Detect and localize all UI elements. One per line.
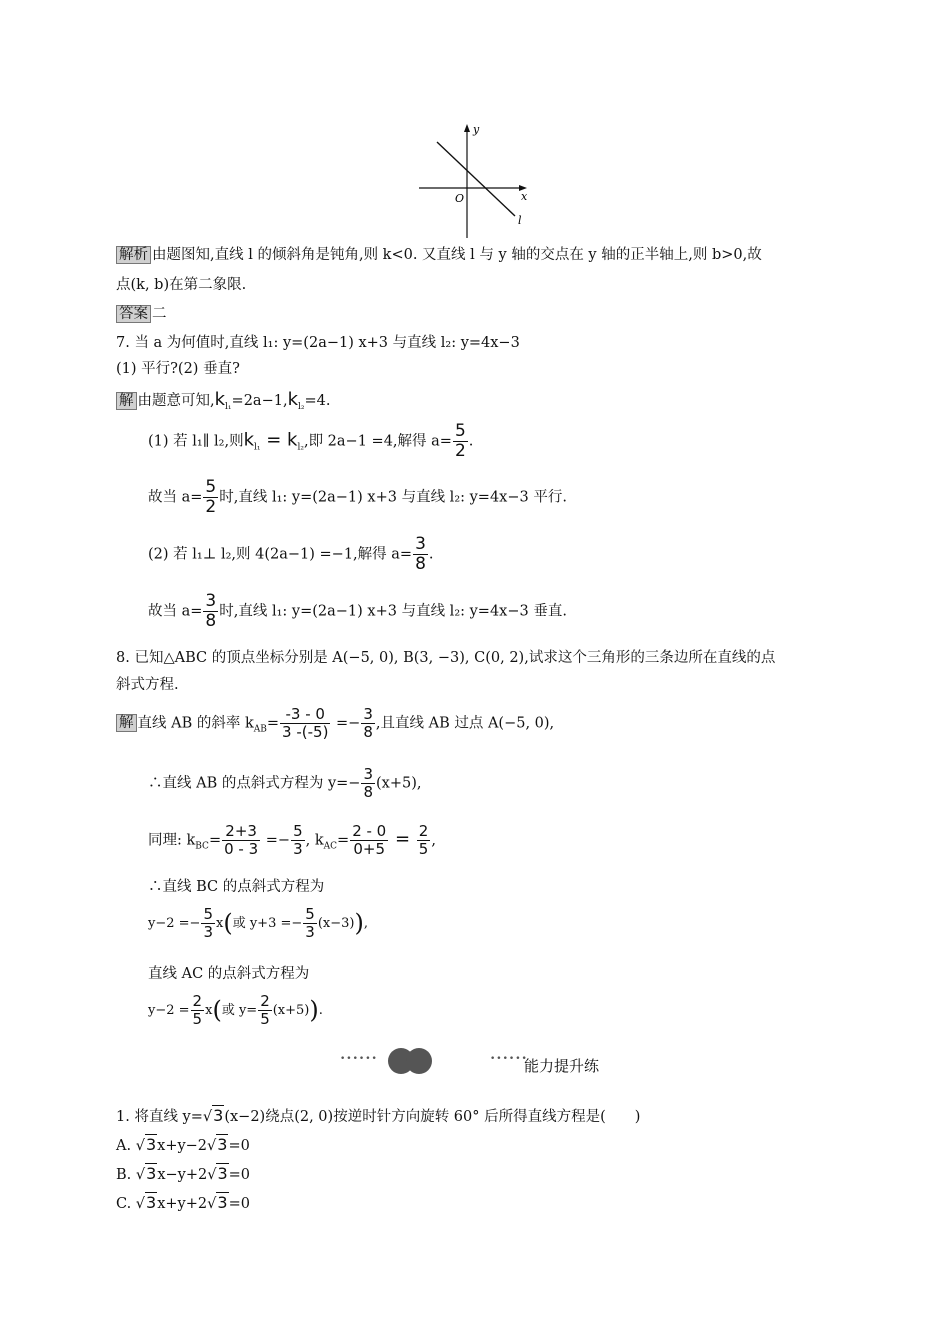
equals: = [389, 828, 416, 850]
q8-ab-text: 直线 AB 的斜率 k [137, 715, 254, 732]
answer-text: 二 [152, 306, 167, 322]
q7-c2-text-b: 时,直线 l₁: y=(2a−1) x+3 与直线 l₂: y=4x−3 垂直. [219, 603, 567, 620]
q7-conclusion-2 [148, 592, 567, 631]
close-paren: ) [309, 995, 319, 1024]
q8-bc-text: y−2 =− [148, 915, 201, 931]
section-dots-left: •••••• [340, 1054, 378, 1064]
section-title: 能力提升练 [524, 1057, 600, 1075]
x-axis-label: x [521, 190, 528, 203]
q8-bc-or: 或 y+3 =− [232, 915, 303, 931]
q7-p2-text: (2) 若 l₁⊥ l₂,则 4(2a−1) =−1,解得 a= [148, 546, 413, 563]
fraction: $\frac{3}{8}$ [205, 591, 217, 631]
line-label: l [518, 214, 522, 227]
q7-conclusion-1 [148, 478, 567, 517]
analysis-line-1 [116, 247, 762, 264]
k-sub-4: l₂ [297, 442, 304, 453]
line-figure [415, 120, 535, 240]
q8-sol-tag: 解 [116, 714, 137, 732]
q7-c1-text-b: 时,直线 l₁: y=(2a−1) x+3 与直线 l₂: y=4x−3 平行. [219, 489, 567, 506]
period: . [428, 546, 434, 563]
option-text-b: =0 [228, 1167, 251, 1183]
sqrt: √3 [202, 1106, 224, 1125]
q8-ac-heading: 直线 AC 的点斜式方程为 [148, 966, 310, 982]
k-sub-3: l₁ [254, 442, 261, 453]
fraction: $\frac{2+3}{0 - 3}$ [224, 822, 259, 858]
q7-stem: 7. 当 a 为何值时,直线 l₁: y=(2a−1) x+3 与直线 l₂: y=4x−3 [116, 335, 520, 351]
equals: = [208, 832, 222, 849]
option-text: x−y+2 [157, 1167, 208, 1183]
fraction: $\frac{5}{3}$ [305, 905, 315, 941]
fraction: $\frac{3}{8}$ [415, 534, 426, 574]
analysis-text-1: 由题图知,直线 l 的倾斜角是钝角,则 k<0. 又直线 l 与 y 轴的交点在 y 轴的正半轴上,则 b>0,故 [152, 247, 762, 263]
p1-option-a [116, 1135, 250, 1155]
k-sub: BC [195, 841, 209, 852]
k-symbol: k [214, 389, 226, 410]
option-text: x+y−2 [157, 1138, 208, 1154]
option-label: A. [116, 1138, 136, 1154]
k-symbol-4: = k [260, 429, 298, 451]
q8-ab-eq-text-b: (x+5), [376, 775, 422, 792]
q7-c1-text: 故当 a= [148, 489, 203, 506]
sqrt: √3 [207, 1135, 228, 1154]
line-l [437, 142, 515, 216]
x-var: x [205, 1002, 213, 1018]
q8-bc-equation [148, 906, 368, 941]
sqrt: √3 [135, 1193, 157, 1212]
sqrt: √3 [207, 1193, 228, 1212]
q7-sol-text: 由题意可知, [137, 393, 215, 409]
fraction: $\frac{5}{2}$ [454, 421, 466, 461]
q8-ac-factor: (x+5) [272, 1002, 310, 1018]
comma: , [431, 832, 436, 849]
q7-p1-text-b: ,即 2a−1 =4,解得 a= [303, 433, 452, 450]
q8-stem-1: 8. 已知△ABC 的顶点坐标分别是 A(−5, 0), B(3, −3), C(0, 2),试求这个三角形的三条边所在直线的点 [116, 650, 776, 666]
option-label: C. [116, 1196, 136, 1212]
comma-k: , k [305, 832, 324, 849]
q7-sol-text-c: =4. [304, 393, 331, 409]
y-axis-label: y [473, 123, 480, 136]
fraction: $\frac{2}{5}$ [418, 822, 429, 858]
p1-stem [116, 1106, 640, 1126]
q8-ab-equation [148, 766, 421, 801]
p1-stem-text-b: (x−2)绕点(2, 0)按逆时针方向旋转 60° 后所得直线方程是( ) [224, 1109, 641, 1125]
x-var: x [215, 915, 224, 931]
option-label: B. [116, 1167, 136, 1183]
fraction: $\frac{2}{5}$ [260, 992, 270, 1028]
sqrt: √3 [207, 1164, 228, 1183]
origin-label: O [455, 192, 465, 205]
open-paren: ( [212, 995, 222, 1024]
q7-sub: (1) 平行?(2) 垂直? [116, 361, 240, 377]
analysis-line-2: 点(k, b)在第二象限. [116, 277, 247, 293]
fraction: $\frac{5}{3}$ [203, 905, 213, 941]
q8-bc-heading: ∴直线 BC 的点斜式方程为 [148, 879, 325, 895]
k-sub: l₁ [225, 401, 232, 412]
q8-similar-slopes [148, 823, 436, 858]
q8-stem-2: 斜式方程. [116, 677, 179, 693]
k-sub-2: l₂ [298, 401, 305, 412]
q8-ac-text: y−2 = [148, 1002, 190, 1018]
q8-ab-eq-text: ∴直线 AB 的点斜式方程为 y=− [148, 775, 361, 792]
q7-sol-text-b: =2a−1, [231, 393, 288, 409]
q8-bc-factor: (x−3) [317, 915, 355, 931]
sqrt: √3 [135, 1164, 157, 1183]
equals-minus: =− [261, 832, 291, 849]
option-text-b: =0 [228, 1196, 250, 1212]
q7-c2-text: 故当 a= [148, 603, 203, 620]
section-emblem-icon [382, 1044, 438, 1078]
equals: = [337, 832, 350, 849]
k-sub: AC [323, 841, 338, 852]
sqrt: √3 [135, 1135, 157, 1154]
fraction: $\frac{-3 - 0}{3 -(-5)}$ [282, 705, 329, 741]
fraction: $\frac{5}{3}$ [293, 822, 303, 858]
answer-line [116, 306, 167, 323]
open-paren: ( [223, 908, 233, 937]
q7-part2 [148, 535, 434, 574]
period: . [468, 433, 474, 450]
equals: = [266, 715, 280, 732]
k-symbol-2: k [287, 389, 298, 410]
option-text: x+y+2 [157, 1196, 208, 1212]
fraction: $\frac{3}{8}$ [363, 705, 373, 741]
answer-tag: 答案 [116, 305, 151, 323]
q7-sol-tag: 解 [116, 392, 137, 410]
fraction: $\frac{3}{8}$ [363, 765, 373, 801]
p1-option-b [116, 1164, 250, 1184]
fraction: $\frac{5}{2}$ [205, 477, 217, 517]
option-text-b: =0 [228, 1138, 250, 1154]
section-dots-right: •••••• [490, 1054, 528, 1064]
q8-ac-or: 或 y= [221, 1002, 258, 1018]
q7-part1 [148, 422, 473, 461]
y-axis-arrow [464, 124, 470, 132]
fraction: $\frac{2}{5}$ [192, 992, 203, 1028]
fraction: $\frac{2 - 0}{0+5}$ [352, 822, 387, 858]
q7-p1-text: (1) 若 l₁∥ l₂,则 [148, 433, 244, 450]
period: . [318, 1002, 323, 1018]
k-sub: AB [253, 724, 267, 735]
q7-solution-intro [116, 389, 330, 413]
analysis-tag: 解析 [116, 246, 151, 264]
q8-ab-text-c: ,且直线 AB 过点 A(−5, 0), [375, 715, 555, 732]
equals-minus: =− [331, 715, 361, 732]
p1-option-c [116, 1193, 250, 1213]
q8-ab-slope [116, 706, 554, 741]
close-paren: ) [354, 908, 364, 937]
q8-ac-equation [148, 993, 323, 1028]
q8-similar-text: 同理: k [148, 832, 196, 849]
comma: , [363, 915, 368, 931]
p1-stem-text: 1. 将直线 y= [116, 1109, 203, 1125]
k-symbol-3: k [243, 429, 255, 451]
